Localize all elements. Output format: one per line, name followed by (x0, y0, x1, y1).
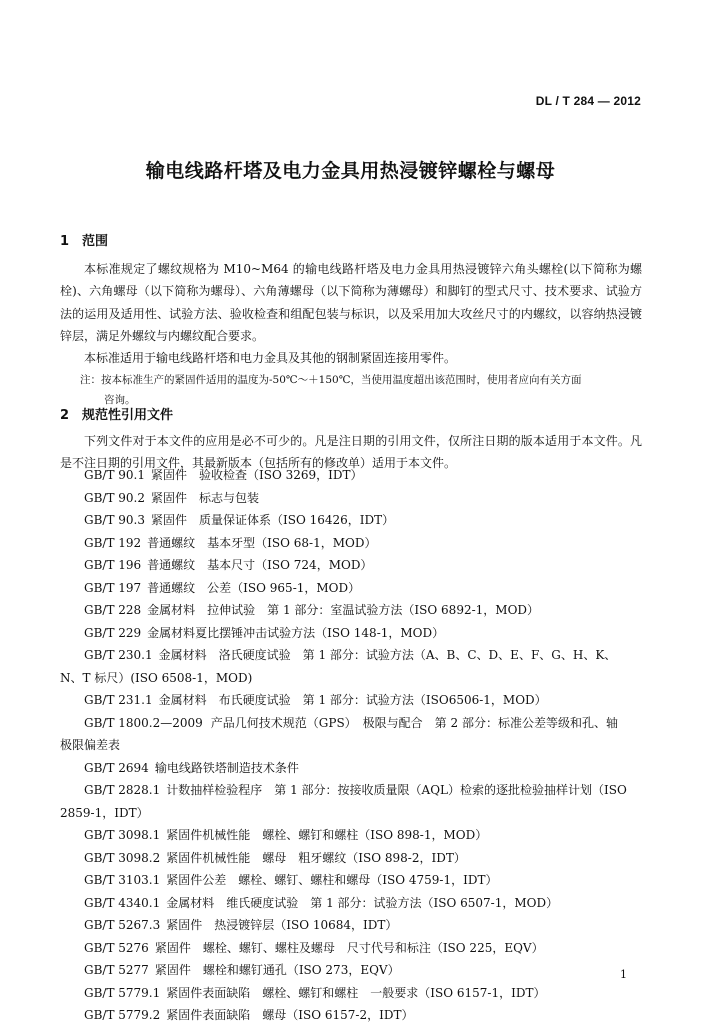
reference-line (84, 577, 644, 600)
normative-references-list (60, 464, 644, 1027)
reference-title: 普通螺纹 基本尺寸（ISO 724，MOD） (147, 558, 373, 572)
reference-item (60, 689, 644, 712)
reference-title: 紧固件 验收检查（ISO 3269，IDT） (150, 468, 363, 482)
reference-title: 紧固件表面缺陷 螺母（ISO 6157-2，IDT） (166, 1008, 414, 1022)
reference-code: GB/T 5779.2 (84, 1008, 161, 1022)
reference-code: GB/T 1800.2—2009 (84, 715, 203, 730)
reference-item (60, 937, 644, 960)
reference-code: GB/T 90.2 (84, 490, 145, 505)
reference-item (60, 712, 644, 757)
reference-title: 计数抽样检验程序 第 1 部分：按接收质量限（AQL）检索的逐批检验抽样计划（ISO (166, 783, 627, 797)
reference-code: GB/T 90.3 (84, 513, 145, 527)
reference-item (60, 622, 644, 645)
reference-line (84, 464, 644, 487)
reference-title: 产品几何技术规范（GPS） 极限与配合 第 2 部分：标准公差等级和孔、轴 (210, 715, 618, 730)
reference-line (84, 509, 644, 532)
document-title: 输电线路杆塔及电力金具用热浸镀锌螺栓与螺母 (145, 160, 556, 182)
reference-code: GB/T 90.1 (84, 468, 145, 482)
reference-item (60, 532, 644, 555)
reference-line (84, 824, 644, 847)
reference-title: 紧固件 热浸镀锌层（ISO 10684，IDT） (166, 918, 398, 932)
reference-line (84, 554, 644, 577)
reference-code: GB/T 2694 (84, 760, 149, 775)
section-2-intro: 下列文件对于本文件的应用是必不可少的。凡是注日期的引用文件，仅所注日期的版本适用于本文件。凡是不注日期的引用文件，其最新版本（包括所有的修改单）适用于本文件。 (60, 434, 642, 471)
reference-line (84, 532, 644, 555)
reference-line (84, 712, 644, 735)
reference-title: 紧固件 质量保证体系（ISO 16426，IDT） (150, 513, 395, 527)
reference-title: 紧固件 螺栓、螺钉、螺柱及螺母 尺寸代号和标注（ISO 225，EQV） (154, 940, 544, 955)
section-1-title: 范围 (82, 234, 109, 249)
reference-line (84, 599, 644, 622)
reference-item (60, 892, 644, 915)
reference-item (60, 982, 644, 1005)
reference-line (84, 847, 644, 870)
reference-item (60, 1004, 644, 1027)
reference-item (60, 487, 644, 510)
page-number: 1 (620, 968, 627, 981)
reference-item (60, 464, 644, 487)
reference-item (60, 847, 644, 870)
reference-title: 输电线路铁塔制造技术条件 (154, 760, 299, 775)
reference-line (84, 937, 644, 960)
reference-item (60, 644, 644, 689)
reference-line (84, 487, 644, 510)
reference-line (84, 779, 644, 802)
reference-code: GB/T 192 (84, 535, 142, 550)
reference-line (84, 757, 644, 780)
reference-continuation: N、T 标尺）(ISO 6508-1，MOD) (60, 670, 253, 685)
reference-code: GB/T 3098.2 (84, 850, 161, 865)
reference-continuation: 2859-1，IDT） (60, 805, 149, 820)
reference-code: GB/T 229 (84, 625, 142, 640)
reference-code: GB/T 3098.1 (84, 828, 161, 842)
reference-item (60, 599, 644, 622)
reference-code: GB/T 230.1 (84, 648, 153, 662)
reference-title: 紧固件表面缺陷 螺栓、螺钉和螺柱 一般要求（ISO 6157-1，IDT） (166, 985, 546, 1000)
reference-title: 普通螺纹 公差（ISO 965-1，MOD） (147, 580, 361, 595)
reference-title: 金属材料 布氏硬度试验 第 1 部分：试验方法（ISO6506-1，MOD） (158, 693, 547, 707)
reference-title: 金属材料 维氏硬度试验 第 1 部分：试验方法（ISO 6507-1，MOD） (166, 895, 559, 910)
reference-code: GB/T 3103.1 (84, 873, 161, 887)
note-line-1: 注：按本标准生产的紧固件适用的温度为-50℃～＋150℃，当使用温度超出该范围时，使用者应向有关方面 (80, 374, 582, 386)
reference-code: GB/T 5277 (84, 963, 149, 977)
section-2-title: 规范性引用文件 (82, 408, 174, 423)
reference-title: 紧固件机械性能 螺母 粗牙螺纹（ISO 898-2，IDT） (166, 850, 466, 865)
reference-line (84, 644, 644, 667)
reference-code: GB/T 228 (84, 603, 142, 617)
section-1-paragraph-2: 本标准适用于输电线路杆塔和电力金具及其他的钢制紧固连接用零件。 (84, 351, 457, 365)
reference-title: 紧固件 标志与包装 (150, 490, 259, 505)
section-2-number: 2 (60, 408, 70, 423)
reference-code: GB/T 231.1 (84, 693, 153, 707)
reference-title: 紧固件 螺栓和螺钉通孔（ISO 273，EQV） (154, 963, 400, 977)
reference-title: 金属材料 拉伸试验 第 1 部分：室温试验方法（ISO 6892-1，MOD） (147, 603, 540, 617)
reference-code: GB/T 2828.1 (84, 783, 161, 797)
reference-line (84, 869, 644, 892)
standard-code: DL / T 284 — 2012 (535, 94, 641, 108)
reference-item (60, 959, 644, 982)
section-1-note (80, 358, 640, 410)
reference-code: GB/T 196 (84, 558, 142, 572)
reference-title: 金属材料夏比摆锤冲击试验方法（ISO 148-1，MOD） (147, 625, 445, 640)
reference-line (84, 959, 644, 982)
reference-line (84, 1004, 644, 1027)
reference-title: 紧固件机械性能 螺栓、螺钉和螺柱（ISO 898-1，MOD） (166, 828, 488, 842)
reference-code: GB/T 5779.1 (84, 985, 161, 1000)
reference-item (60, 914, 644, 937)
reference-continuation: 极限偏差表 (60, 738, 121, 752)
reference-line (84, 982, 644, 1005)
section-1-paragraph-1: 本标准规定了螺纹规格为 M10~M64 的输电线路杆塔及电力金具用热浸镀锌六角头螺栓(以下简称为螺栓)、六角螺母（以下简称为螺母）、六角薄螺母（以下简称为薄螺母）和脚钉的型式尺寸、技术要求、试验方法的运用及适用性、试验方法、验收检查和组配包装与标识，以及采用加大攻丝尺寸的内螺纹，以容纳热浸镀锌层，满足外螺纹与内螺纹配合要求。 (60, 262, 642, 344)
reference-item (60, 554, 644, 577)
reference-title: 金属材料 洛氏硬度试验 第 1 部分：试验方法（A、B、C、D、E、F、G、H、K、 (158, 648, 617, 662)
reference-line (84, 914, 644, 937)
reference-line (84, 892, 644, 915)
reference-code: GB/T 4340.1 (84, 895, 161, 910)
section-1-number: 1 (60, 234, 70, 249)
reference-title: 紧固件公差 螺栓、螺钉、螺柱和螺母（ISO 4759-1，IDT） (166, 873, 498, 887)
reference-code: GB/T 5276 (84, 940, 149, 955)
reference-code: GB/T 197 (84, 580, 142, 595)
reference-item (60, 779, 644, 824)
reference-item (60, 869, 644, 892)
reference-code: GB/T 5267.3 (84, 918, 161, 932)
section-2-heading (60, 404, 173, 423)
reference-item (60, 509, 644, 532)
section-1-heading (60, 230, 108, 249)
reference-line (84, 622, 644, 645)
reference-item (60, 824, 644, 847)
reference-title: 普通螺纹 基本牙型（ISO 68-1，MOD） (147, 535, 377, 550)
note-line-2: 咨询。 (104, 394, 136, 406)
reference-item (60, 577, 644, 600)
reference-item (60, 757, 644, 780)
reference-line (84, 689, 644, 712)
